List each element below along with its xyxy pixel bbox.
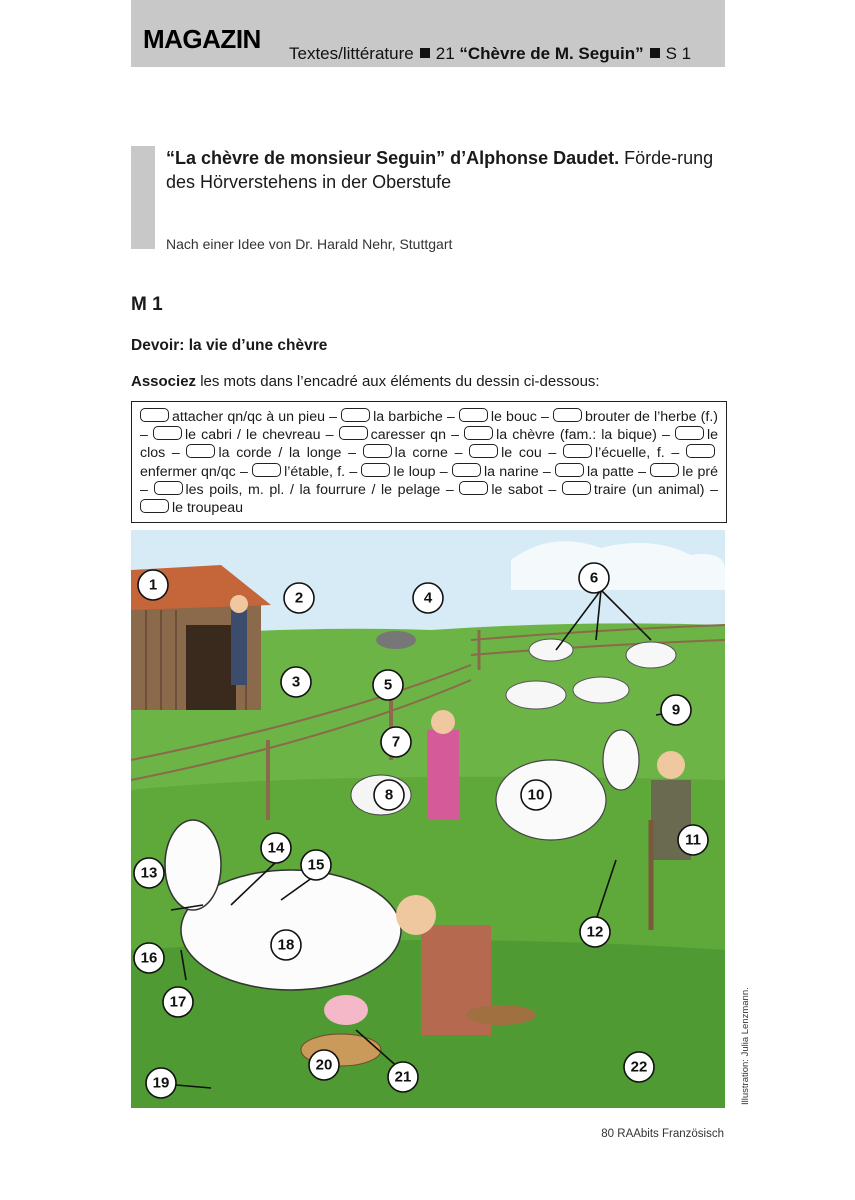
answer-blank[interactable] [555, 463, 584, 477]
marker-label: 1 [148, 576, 158, 594]
farmer-figure [231, 610, 247, 685]
material-label: M 1 [131, 294, 163, 315]
section-number: 21 [435, 44, 455, 63]
vocab-term: les poils, m. pl. / la fourrure / le pelage [185, 481, 441, 498]
separator: – [324, 409, 342, 425]
vocab-term: le cabri / le chevreau [185, 427, 321, 444]
answer-blank[interactable] [459, 481, 488, 495]
separator: – [536, 409, 553, 425]
answer-blank[interactable] [464, 426, 493, 440]
vocab-box [131, 401, 727, 523]
answer-blank[interactable] [361, 463, 390, 477]
marker-13 [134, 858, 164, 888]
large-goat-head [603, 730, 639, 790]
separator: – [341, 445, 363, 462]
separator: – [345, 463, 362, 480]
separator: – [664, 445, 686, 462]
vocab-term: la chèvre (fam.: la bique) [496, 427, 657, 444]
vocab-term: la corde / la longe [218, 445, 342, 462]
marker-22 [624, 1052, 654, 1082]
vocab-term: le clos [140, 427, 719, 462]
section-label: Textes/littérature [289, 44, 414, 63]
answer-blank[interactable] [563, 444, 592, 458]
girl-figure [427, 730, 459, 820]
marker-12 [580, 917, 610, 947]
farm-illustration [131, 530, 725, 1108]
vocab-item [469, 445, 542, 461]
stool [466, 1005, 536, 1025]
marker-label: 5 [383, 676, 393, 694]
answer-blank[interactable] [686, 444, 715, 458]
separator: – [140, 427, 153, 444]
marker-21 [388, 1062, 418, 1092]
marker-label: 10 [527, 786, 545, 804]
udder [324, 995, 368, 1025]
marker-label: 17 [169, 993, 187, 1011]
vocab-item [452, 464, 539, 480]
marker-label: 22 [630, 1058, 648, 1076]
milker-head [396, 895, 436, 935]
vocab-term: le sabot [491, 481, 543, 498]
separator: – [440, 481, 460, 498]
vocab-item [361, 464, 435, 480]
marker-15 [301, 850, 331, 880]
answer-blank[interactable] [469, 444, 498, 458]
large-goat [496, 760, 606, 840]
magazine-header [131, 0, 725, 67]
separator: – [235, 463, 253, 480]
marker-11 [678, 825, 708, 855]
marker-6 [579, 563, 609, 593]
marker-9 [661, 695, 691, 725]
vocab-term: le troupeau [172, 500, 243, 517]
answer-blank[interactable] [339, 426, 368, 440]
vocab-item [341, 409, 443, 425]
instruction-rest: les mots dans l’encadré aux éléments du dessin ci-dessous: [196, 373, 600, 390]
vocab-term: le bouc [490, 409, 537, 425]
marker-7 [381, 727, 411, 757]
marker-label: 9 [671, 701, 681, 719]
marker-label: 6 [589, 569, 599, 587]
vocab-term: l’écuelle, f. [594, 445, 665, 462]
answer-blank[interactable] [154, 481, 183, 495]
marker-18 [271, 930, 301, 960]
marker-2 [284, 583, 314, 613]
vocab-item [140, 409, 325, 425]
topic-label: “Chèvre de M. Seguin” [459, 44, 644, 63]
vocab-term: le loup [393, 463, 436, 480]
separator: – [165, 445, 187, 462]
marker-label: 20 [315, 1056, 333, 1074]
vocab-item [459, 409, 537, 425]
marker-label: 11 [685, 831, 701, 849]
vocab-term: la patte [587, 463, 634, 480]
separator: – [704, 481, 718, 498]
marker-4 [413, 583, 443, 613]
vocab-item [186, 445, 341, 461]
marker-8 [374, 780, 404, 810]
vocab-item [153, 427, 321, 443]
marker-label: 8 [384, 786, 394, 804]
vocab-term: la barbiche [373, 409, 443, 425]
title-rest: Förde-rung des Hörverstehens in der Oberstufe [166, 148, 714, 192]
vocab-item [562, 482, 705, 498]
farmer-head [230, 595, 248, 613]
wolf [376, 631, 416, 649]
instruction [131, 373, 600, 390]
answer-blank[interactable] [140, 408, 169, 422]
marker-label: 18 [277, 936, 295, 954]
separator: – [447, 445, 470, 462]
marker-16 [134, 943, 164, 973]
vocab-term: caresser qn [370, 427, 446, 444]
separator: – [445, 427, 465, 444]
vocab-item [555, 464, 634, 480]
marker-10 [521, 780, 551, 810]
answer-blank[interactable] [562, 481, 591, 495]
marker-label: 15 [307, 856, 325, 874]
marker-label: 7 [391, 733, 401, 751]
answer-blank[interactable] [341, 408, 370, 422]
marker-17 [163, 987, 193, 1017]
illustration-credit: Illustration: Julia Lenzmann. [740, 987, 751, 1105]
answer-blank[interactable] [452, 463, 481, 477]
answer-blank[interactable] [459, 408, 488, 422]
answer-blank[interactable] [186, 444, 215, 458]
task-heading: Devoir: la vie d’une chèvre [131, 337, 328, 354]
vocab-term: le cou [501, 445, 542, 462]
marker-label: 21 [394, 1068, 412, 1086]
marker-3 [281, 667, 311, 697]
marker-label: 13 [140, 864, 158, 882]
vocab-term: enfermer qn/qc [140, 463, 236, 480]
answer-blank[interactable] [553, 408, 582, 422]
page-title [166, 146, 726, 194]
vocab-term: brouter de l’herbe (f.) [584, 409, 719, 425]
boy-head [657, 751, 685, 779]
page-number: S 1 [665, 44, 692, 63]
breadcrumb [289, 44, 691, 64]
vocab-item [650, 464, 718, 480]
separator: – [541, 445, 563, 462]
separator: – [320, 427, 339, 444]
vocab-item [563, 445, 665, 461]
marker-label: 19 [152, 1074, 170, 1092]
answer-blank[interactable] [363, 444, 392, 458]
page-footer: 80 RAAbits Französisch [601, 1128, 724, 1140]
square-bullet-icon [420, 48, 430, 58]
answer-blank[interactable] [153, 426, 182, 440]
answer-blank[interactable] [675, 426, 704, 440]
vocab-item [252, 464, 345, 480]
milking-goat-head [165, 820, 221, 910]
marker-1 [138, 570, 168, 600]
vocab-item [154, 482, 441, 498]
marker-19 [146, 1068, 176, 1098]
title-accent-bar [131, 146, 155, 249]
separator: – [442, 409, 459, 425]
marker-label: 3 [291, 673, 301, 691]
vocab-item [140, 500, 243, 516]
illustration-svg [131, 530, 725, 1108]
marker-label: 2 [294, 589, 304, 607]
separator: – [542, 481, 562, 498]
marker-20 [309, 1050, 339, 1080]
barn-door [186, 625, 236, 710]
vocab-item [363, 445, 448, 461]
separator: – [435, 463, 452, 480]
vocab-item [553, 409, 718, 425]
vocab-term: traire (un animal) [593, 481, 705, 498]
marker-label: 4 [423, 589, 433, 607]
vocab-item [459, 482, 542, 498]
instruction-bold: Associez [131, 373, 197, 390]
marker-5 [373, 670, 403, 700]
answer-blank[interactable] [252, 463, 281, 477]
marker-label: 14 [267, 839, 285, 857]
brand-logo: MAGAZIN [143, 24, 261, 54]
idea-credit: Nach einer Idee von Dr. Harald Nehr, Stuttgart [166, 236, 453, 252]
answer-blank[interactable] [650, 463, 679, 477]
marker-label: 12 [586, 923, 604, 941]
vocab-item [339, 427, 446, 443]
vocab-term: l’étable, f. [284, 463, 346, 480]
vocab-term: attacher qn/qc à un pieu [172, 409, 325, 425]
girl-head [431, 710, 455, 734]
title-bold: “La chèvre de monsieur Seguin” d’Alphonse Daudet. [166, 148, 620, 168]
separator: – [140, 481, 154, 498]
vocab-term: le pré [682, 463, 718, 480]
marker-label: 16 [140, 949, 158, 967]
separator: – [538, 463, 556, 480]
vocab-item [464, 427, 657, 443]
marker-14 [261, 833, 291, 863]
separator: – [656, 427, 675, 444]
answer-blank[interactable] [140, 499, 169, 513]
vocab-term: la corne [394, 445, 448, 462]
separator: – [633, 463, 651, 480]
vocab-term: la narine [483, 463, 539, 480]
square-bullet-icon [650, 48, 660, 58]
